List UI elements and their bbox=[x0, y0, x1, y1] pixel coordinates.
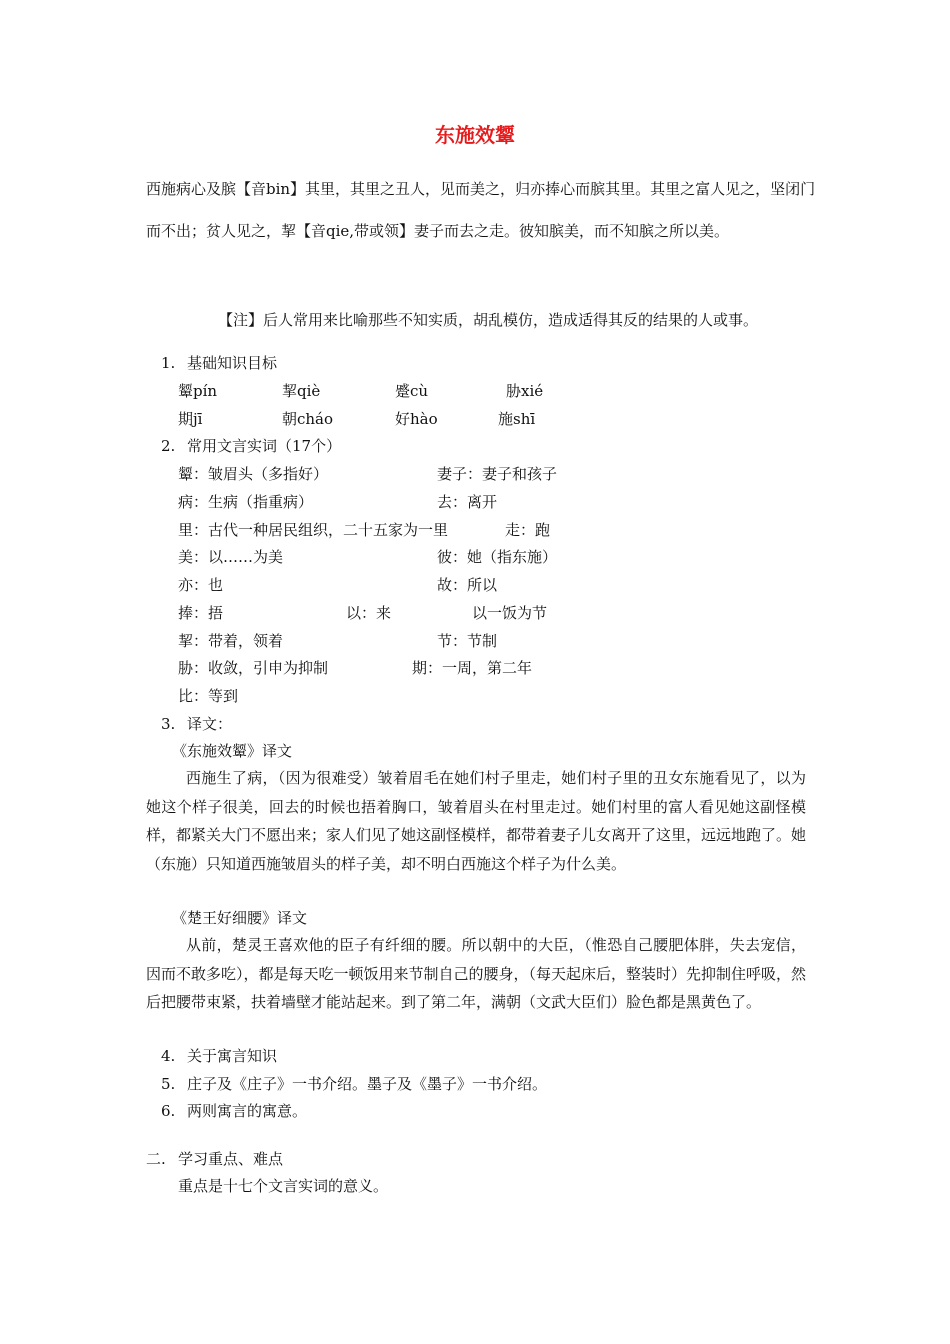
vocab-item: 以：来 bbox=[346, 604, 392, 622]
section-label: 庄子及《庄子》一书介绍。墨子及《墨子》一书介绍。 bbox=[187, 1075, 548, 1093]
vocab-item: 走：跑 bbox=[505, 521, 551, 539]
pinyin-item: 挈qiè bbox=[282, 382, 321, 400]
pinyin-item: 朝cháo bbox=[282, 410, 334, 428]
pinyin-item: 胁xié bbox=[506, 382, 544, 400]
section-5-heading bbox=[161, 1073, 547, 1095]
section-4-heading bbox=[161, 1045, 277, 1067]
section-3-heading bbox=[161, 713, 232, 735]
intro-paragraph: 西施病心及膑【音bin】其里，其里之丑人，见而美之，归亦捧心而膑其里。其里之富人见之，坚闭门而不出；贫人见之，挈【音qie,带或领】妻子而去之走。彼知膑美，而不知膑之所以美。 bbox=[146, 180, 816, 240]
translation-title: 《楚王好细腰》译文 bbox=[172, 909, 308, 927]
pinyin-item: 好hào bbox=[395, 410, 438, 428]
vocab-item: 美：以……为美 bbox=[178, 548, 284, 566]
vocab-item: 病：生病（指重病） bbox=[178, 493, 314, 511]
section-6-heading bbox=[161, 1100, 307, 1122]
section-number: 4. bbox=[161, 1047, 176, 1065]
vocab-item: 挈：带着，领着 bbox=[178, 632, 284, 650]
vocab-item: 去：离开 bbox=[437, 493, 498, 511]
section-number: 二. bbox=[146, 1150, 166, 1168]
section-label: 常用文言实词（17个） bbox=[187, 437, 342, 455]
section-1-heading bbox=[161, 352, 277, 374]
section-label: 基础知识目标 bbox=[187, 354, 278, 372]
pinyin-item: 颦pín bbox=[178, 382, 218, 400]
vocab-item: 彼：她（指东施） bbox=[437, 548, 558, 566]
section-number: 3. bbox=[161, 715, 176, 733]
vocab-item: 比：等到 bbox=[178, 687, 239, 705]
translation-paragraph: 从前，楚灵王喜欢他的臣子有纤细的腰。所以朝中的大臣，（惟恐自己腰肥体胖，失去宠信，因而不敢多吃），都是每天吃一顿饭用来节制自己的腰身，（每天起床后，整装时）先抑制住呼吸，然后把腰带束紧，扶着墙壁才能站起来。到了第二年，满朝（文武大臣们）脸色都是黑黄色了。 bbox=[146, 936, 807, 1011]
section-label: 译文： bbox=[187, 715, 233, 733]
vocab-item: 妻子：妻子和孩子 bbox=[437, 465, 558, 483]
key-point-text: 重点是十七个文言实词的意义。 bbox=[178, 1177, 389, 1195]
annotation-note: 【注】后人常用来比喻那些不知实质，胡乱模仿，造成适得其反的结果的人或事。 bbox=[218, 311, 759, 329]
section-2-heading bbox=[161, 435, 341, 457]
vocab-item: 故：所以 bbox=[437, 576, 498, 594]
section-label: 两则寓言的寓意。 bbox=[187, 1102, 308, 1120]
vocab-item: 节：节制 bbox=[437, 632, 498, 650]
vocab-item: 捧：捂 bbox=[178, 604, 224, 622]
pinyin-item: 蹙cù bbox=[395, 382, 429, 400]
section-number: 6. bbox=[161, 1102, 176, 1120]
part-2-heading bbox=[146, 1148, 283, 1170]
vocab-item: 颦：皱眉头（多指好） bbox=[178, 465, 329, 483]
translation-title: 《东施效颦》译文 bbox=[172, 742, 293, 760]
section-label: 关于寓言知识 bbox=[187, 1047, 278, 1065]
vocab-item: 里：古代一种居民组织，二十五家为一里 bbox=[178, 521, 449, 539]
pinyin-item: 期jī bbox=[178, 410, 203, 428]
vocab-item: 胁：收敛，引申为抑制 bbox=[178, 659, 329, 677]
page-title: 东施效颦 bbox=[435, 123, 515, 147]
vocab-item: 以一饭为节 bbox=[472, 604, 548, 622]
section-number: 2. bbox=[161, 437, 176, 455]
pinyin-item: 施shī bbox=[498, 410, 536, 428]
section-number: 5. bbox=[161, 1075, 176, 1093]
section-label: 学习重点、难点 bbox=[178, 1150, 284, 1168]
section-number: 1. bbox=[161, 354, 176, 372]
vocab-item: 亦：也 bbox=[178, 576, 224, 594]
vocab-item: 期：一周，第二年 bbox=[412, 659, 533, 677]
translation-paragraph: 西施生了病，（因为很难受）皱着眉毛在她们村子里走，她们村子里的丑女东施看见了，以为她这个样子很美，回去的时候也捂着胸口，皱着眉头在村里走过。她们村里的富人看见她这副怪模样，都紧关大门不愿出来；家人们见了她这副怪模样，都带着妻子儿女离开了这里，远远地跑了。她（东施）只知道西施皱眉头的样子美，却不明白西施这个样子为什么美。 bbox=[146, 769, 807, 873]
